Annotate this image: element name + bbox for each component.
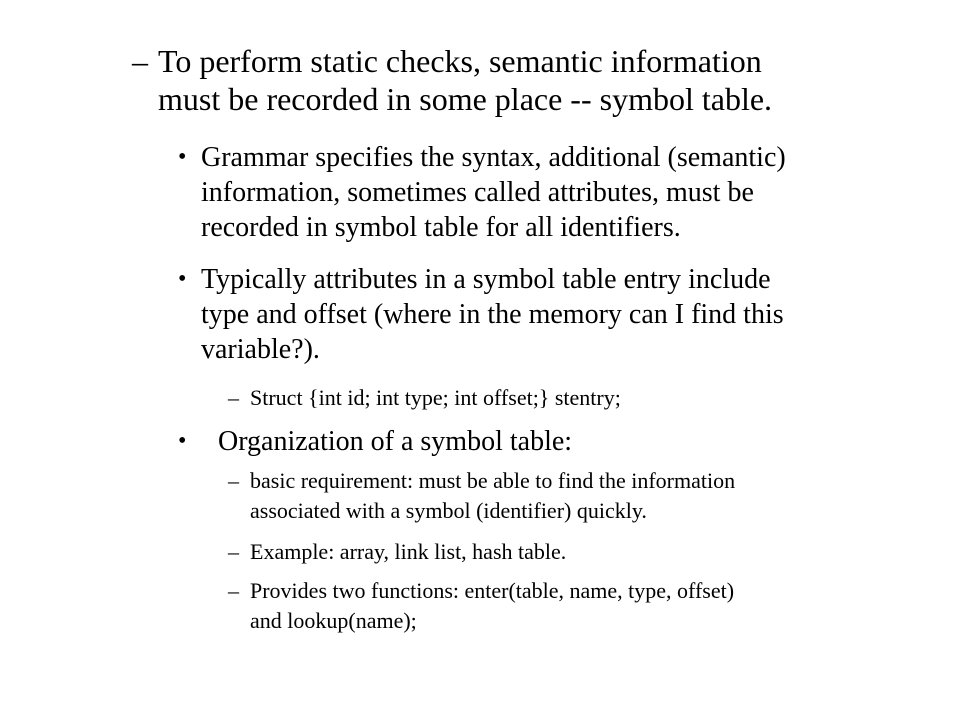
bullet-line: variable?). (201, 334, 320, 365)
bullet-line: recorded in symbol table for all identifiers. (201, 212, 681, 243)
functions-line: and lookup(name); (250, 608, 417, 633)
bullet-line: Typically attributes in a symbol table entry include (201, 264, 771, 295)
requirement-line: associated with a symbol (identifier) quickly. (250, 498, 647, 523)
dash-marker: – (228, 468, 239, 493)
requirement-text (250, 466, 735, 526)
struct-text (250, 383, 621, 413)
example-text (250, 537, 566, 567)
bullet-line: type and offset (where in the memory can I find this (201, 299, 784, 330)
struct-line: Struct {int id; int type; int offset;} stentry; (250, 385, 621, 410)
dash-marker: – (228, 539, 239, 564)
bullet-attributes (178, 262, 784, 367)
example-item (228, 537, 566, 567)
heading-line: must be recorded in some place -- symbol table. (158, 81, 773, 117)
bullet-text (201, 140, 786, 245)
requirement-item (228, 466, 735, 526)
heading-line: To perform static checks, semantic information (158, 43, 762, 79)
bullet-line: information, sometimes called attributes, must be (201, 177, 754, 208)
functions-item (228, 576, 734, 636)
dash-marker: – (228, 578, 239, 603)
struct-item (228, 383, 621, 413)
bullet-marker: • (178, 266, 187, 292)
bullet-text (218, 424, 572, 459)
bullet-grammar (178, 140, 786, 245)
bullet-line: Organization of a symbol table: (218, 426, 573, 457)
example-line: Example: array, link list, hash table. (250, 539, 567, 564)
heading-item (132, 42, 772, 118)
bullet-line: Grammar specifies the syntax, additional (semantic) (201, 142, 786, 173)
dash-marker: – (228, 385, 239, 410)
bullet-text (201, 262, 784, 367)
requirement-line: basic requirement: must be able to find the information (250, 468, 736, 493)
bullet-organization (178, 424, 572, 459)
heading-text (158, 42, 772, 118)
bullet-marker: • (178, 428, 187, 454)
functions-line: Provides two functions: enter(table, name, type, offset) (250, 578, 735, 603)
dash-marker: – (132, 43, 148, 79)
bullet-marker: • (178, 144, 187, 170)
functions-text (250, 576, 734, 636)
